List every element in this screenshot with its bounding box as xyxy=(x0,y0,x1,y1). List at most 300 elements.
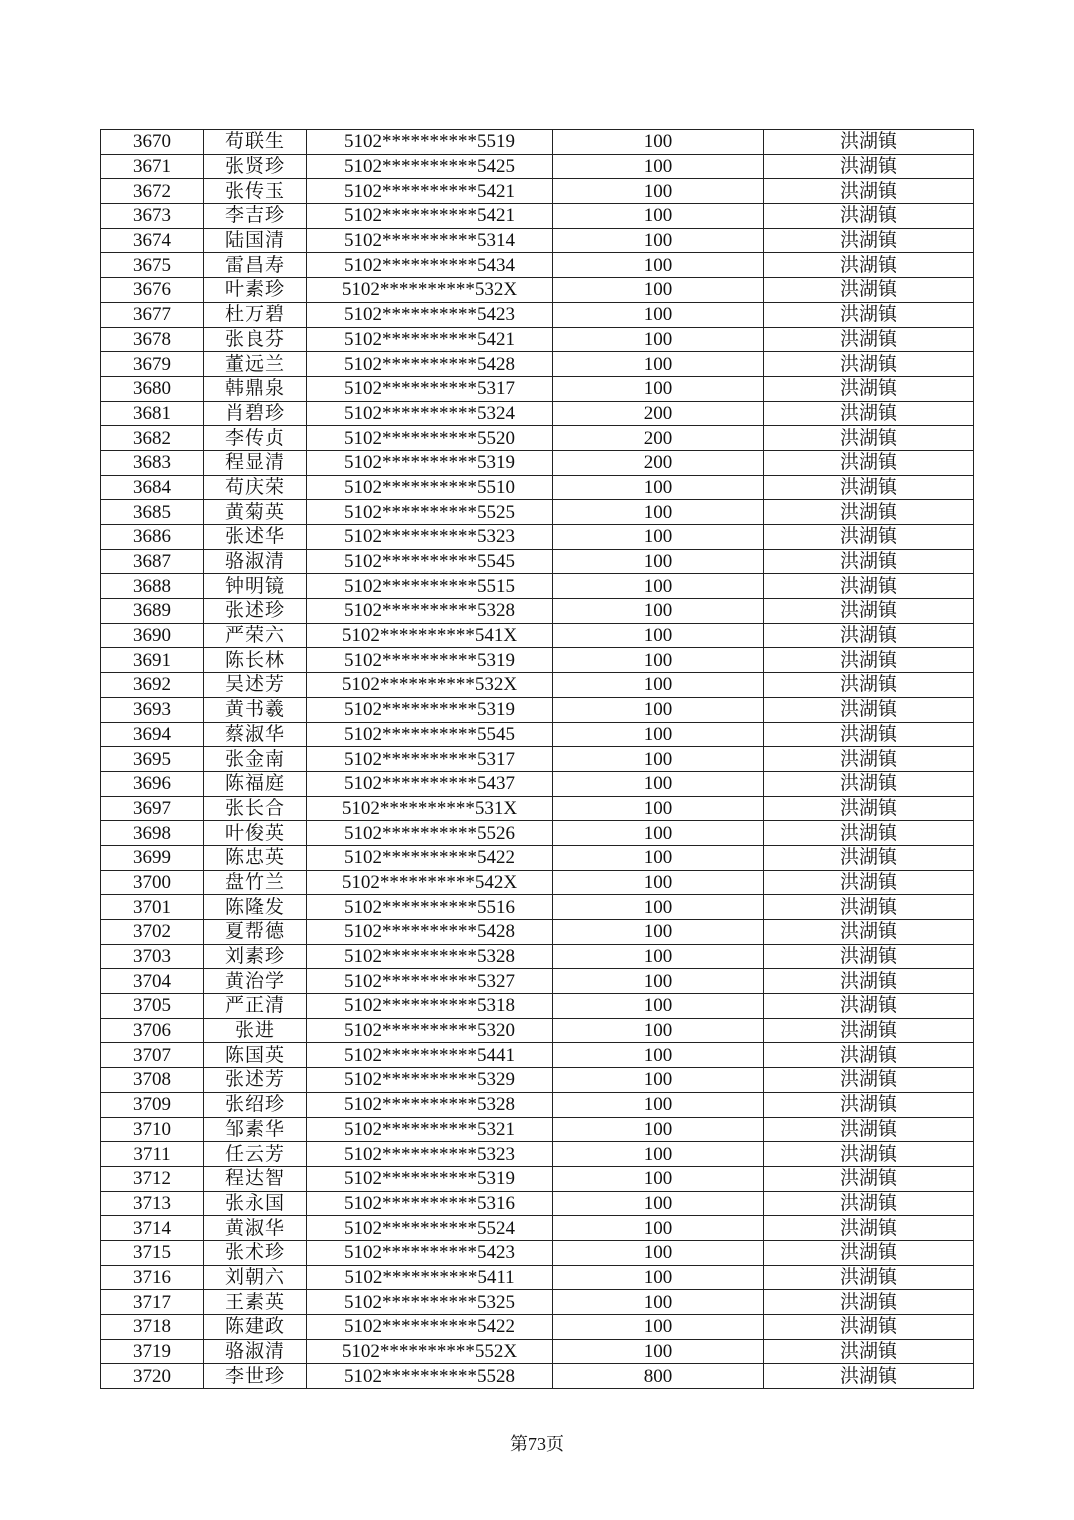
name-cell: 张绍珍 xyxy=(204,1092,307,1117)
serial-number-cell: 3679 xyxy=(101,352,204,377)
amount-cell: 100 xyxy=(553,599,764,624)
amount-cell: 100 xyxy=(553,1068,764,1093)
table-row xyxy=(101,821,974,846)
table-row xyxy=(101,1265,974,1290)
name-cell: 刘素珍 xyxy=(204,944,307,969)
serial-number-cell: 3698 xyxy=(101,821,204,846)
town-cell: 洪湖镇 xyxy=(764,204,974,229)
id-number-cell: 5102**********5325 xyxy=(307,1290,553,1315)
table-row xyxy=(101,352,974,377)
table-body xyxy=(101,130,974,1389)
town-cell: 洪湖镇 xyxy=(764,1018,974,1043)
serial-number-cell: 3678 xyxy=(101,327,204,352)
id-number-cell: 5102**********5421 xyxy=(307,204,553,229)
amount-cell: 100 xyxy=(553,1166,764,1191)
name-cell: 陆国清 xyxy=(204,228,307,253)
id-number-cell: 5102**********5323 xyxy=(307,1142,553,1167)
amount-cell: 100 xyxy=(553,1290,764,1315)
name-cell: 钟明镜 xyxy=(204,574,307,599)
name-cell: 陈长林 xyxy=(204,648,307,673)
name-cell: 骆淑清 xyxy=(204,1339,307,1364)
amount-cell: 100 xyxy=(553,1142,764,1167)
serial-number-cell: 3701 xyxy=(101,895,204,920)
serial-number-cell: 3694 xyxy=(101,722,204,747)
amount-cell: 100 xyxy=(553,179,764,204)
town-cell: 洪湖镇 xyxy=(764,278,974,303)
serial-number-cell: 3720 xyxy=(101,1364,204,1389)
id-number-cell: 5102**********5319 xyxy=(307,697,553,722)
id-number-cell: 5102**********5516 xyxy=(307,895,553,920)
table-row xyxy=(101,376,974,401)
table-row xyxy=(101,1092,974,1117)
town-cell: 洪湖镇 xyxy=(764,994,974,1019)
town-cell: 洪湖镇 xyxy=(764,1142,974,1167)
table-row xyxy=(101,525,974,550)
table-row xyxy=(101,500,974,525)
table-row xyxy=(101,969,974,994)
name-cell: 张长合 xyxy=(204,796,307,821)
serial-number-cell: 3682 xyxy=(101,426,204,451)
id-number-cell: 5102**********5317 xyxy=(307,376,553,401)
table-row xyxy=(101,154,974,179)
name-cell: 陈忠英 xyxy=(204,845,307,870)
serial-number-cell: 3690 xyxy=(101,623,204,648)
id-number-cell: 5102**********552X xyxy=(307,1339,553,1364)
serial-number-cell: 3696 xyxy=(101,771,204,796)
name-cell: 刘朝六 xyxy=(204,1265,307,1290)
name-cell: 叶俊英 xyxy=(204,821,307,846)
serial-number-cell: 3716 xyxy=(101,1265,204,1290)
serial-number-cell: 3712 xyxy=(101,1166,204,1191)
id-number-cell: 5102**********5421 xyxy=(307,327,553,352)
name-cell: 黄治学 xyxy=(204,969,307,994)
serial-number-cell: 3689 xyxy=(101,599,204,624)
town-cell: 洪湖镇 xyxy=(764,130,974,155)
town-cell: 洪湖镇 xyxy=(764,920,974,945)
amount-cell: 100 xyxy=(553,722,764,747)
serial-number-cell: 3674 xyxy=(101,228,204,253)
table-row xyxy=(101,623,974,648)
id-number-cell: 5102**********5528 xyxy=(307,1364,553,1389)
town-cell: 洪湖镇 xyxy=(764,895,974,920)
serial-number-cell: 3704 xyxy=(101,969,204,994)
id-number-cell: 5102**********5434 xyxy=(307,253,553,278)
table-row xyxy=(101,994,974,1019)
amount-cell: 100 xyxy=(553,228,764,253)
id-number-cell: 5102**********5545 xyxy=(307,722,553,747)
serial-number-cell: 3705 xyxy=(101,994,204,1019)
id-number-cell: 5102**********5320 xyxy=(307,1018,553,1043)
name-cell: 严荣六 xyxy=(204,623,307,648)
page-number: 第73页 xyxy=(510,1434,564,1454)
serial-number-cell: 3715 xyxy=(101,1240,204,1265)
name-cell: 张进 xyxy=(204,1018,307,1043)
serial-number-cell: 3710 xyxy=(101,1117,204,1142)
serial-number-cell: 3700 xyxy=(101,870,204,895)
table-row xyxy=(101,895,974,920)
name-cell: 张良芬 xyxy=(204,327,307,352)
id-number-cell: 5102**********532X xyxy=(307,673,553,698)
town-cell: 洪湖镇 xyxy=(764,1068,974,1093)
name-cell: 杜万碧 xyxy=(204,302,307,327)
name-cell: 陈福庭 xyxy=(204,771,307,796)
town-cell: 洪湖镇 xyxy=(764,253,974,278)
town-cell: 洪湖镇 xyxy=(764,1339,974,1364)
town-cell: 洪湖镇 xyxy=(764,747,974,772)
id-number-cell: 5102**********5314 xyxy=(307,228,553,253)
id-number-cell: 5102**********5411 xyxy=(307,1265,553,1290)
id-number-cell: 5102**********5421 xyxy=(307,179,553,204)
town-cell: 洪湖镇 xyxy=(764,352,974,377)
amount-cell: 100 xyxy=(553,944,764,969)
id-number-cell: 5102**********5422 xyxy=(307,1315,553,1340)
serial-number-cell: 3677 xyxy=(101,302,204,327)
amount-cell: 100 xyxy=(553,376,764,401)
table-row xyxy=(101,599,974,624)
table-row xyxy=(101,1290,974,1315)
id-number-cell: 5102**********5319 xyxy=(307,450,553,475)
id-number-cell: 5102**********5423 xyxy=(307,1240,553,1265)
town-cell: 洪湖镇 xyxy=(764,376,974,401)
serial-number-cell: 3703 xyxy=(101,944,204,969)
serial-number-cell: 3675 xyxy=(101,253,204,278)
name-cell: 李传贞 xyxy=(204,426,307,451)
town-cell: 洪湖镇 xyxy=(764,450,974,475)
table-row xyxy=(101,796,974,821)
amount-cell: 100 xyxy=(553,204,764,229)
name-cell: 任云芳 xyxy=(204,1142,307,1167)
table-row xyxy=(101,1216,974,1241)
name-cell: 盘竹兰 xyxy=(204,870,307,895)
name-cell: 苟联生 xyxy=(204,130,307,155)
serial-number-cell: 3685 xyxy=(101,500,204,525)
town-cell: 洪湖镇 xyxy=(764,549,974,574)
amount-cell: 100 xyxy=(553,623,764,648)
table-row xyxy=(101,845,974,870)
serial-number-cell: 3718 xyxy=(101,1315,204,1340)
table-row xyxy=(101,475,974,500)
id-number-cell: 5102**********5328 xyxy=(307,599,553,624)
name-cell: 骆淑清 xyxy=(204,549,307,574)
town-cell: 洪湖镇 xyxy=(764,1265,974,1290)
serial-number-cell: 3702 xyxy=(101,920,204,945)
id-number-cell: 5102**********5328 xyxy=(307,1092,553,1117)
serial-number-cell: 3719 xyxy=(101,1339,204,1364)
id-number-cell: 5102**********541X xyxy=(307,623,553,648)
id-number-cell: 5102**********5317 xyxy=(307,747,553,772)
town-cell: 洪湖镇 xyxy=(764,228,974,253)
amount-cell: 100 xyxy=(553,994,764,1019)
name-cell: 程达智 xyxy=(204,1166,307,1191)
id-number-cell: 5102**********5510 xyxy=(307,475,553,500)
id-number-cell: 5102**********5428 xyxy=(307,352,553,377)
id-number-cell: 5102**********531X xyxy=(307,796,553,821)
serial-number-cell: 3686 xyxy=(101,525,204,550)
serial-number-cell: 3693 xyxy=(101,697,204,722)
id-number-cell: 5102**********5318 xyxy=(307,994,553,1019)
id-number-cell: 5102**********5316 xyxy=(307,1191,553,1216)
amount-cell: 100 xyxy=(553,525,764,550)
table-row xyxy=(101,697,974,722)
town-cell: 洪湖镇 xyxy=(764,1043,974,1068)
serial-number-cell: 3692 xyxy=(101,673,204,698)
amount-cell: 100 xyxy=(553,574,764,599)
name-cell: 张金南 xyxy=(204,747,307,772)
town-cell: 洪湖镇 xyxy=(764,1290,974,1315)
town-cell: 洪湖镇 xyxy=(764,1240,974,1265)
id-number-cell: 5102**********5526 xyxy=(307,821,553,846)
id-number-cell: 5102**********5545 xyxy=(307,549,553,574)
amount-cell: 100 xyxy=(553,1191,764,1216)
id-number-cell: 5102**********5327 xyxy=(307,969,553,994)
amount-cell: 100 xyxy=(553,302,764,327)
table-row xyxy=(101,204,974,229)
amount-cell: 100 xyxy=(553,895,764,920)
id-number-cell: 5102**********5423 xyxy=(307,302,553,327)
name-cell: 叶素珍 xyxy=(204,278,307,303)
serial-number-cell: 3699 xyxy=(101,845,204,870)
table-row xyxy=(101,1364,974,1389)
table-row xyxy=(101,450,974,475)
name-cell: 夏帮德 xyxy=(204,920,307,945)
serial-number-cell: 3683 xyxy=(101,450,204,475)
amount-cell: 100 xyxy=(553,697,764,722)
id-number-cell: 5102**********5437 xyxy=(307,771,553,796)
table-row xyxy=(101,1166,974,1191)
name-cell: 程显清 xyxy=(204,450,307,475)
id-number-cell: 5102**********5428 xyxy=(307,920,553,945)
table-row xyxy=(101,1043,974,1068)
table-row xyxy=(101,1315,974,1340)
town-cell: 洪湖镇 xyxy=(764,944,974,969)
amount-cell: 100 xyxy=(553,673,764,698)
table-row xyxy=(101,1018,974,1043)
town-cell: 洪湖镇 xyxy=(764,870,974,895)
amount-cell: 100 xyxy=(553,253,764,278)
table-row xyxy=(101,1339,974,1364)
id-number-cell: 5102**********5321 xyxy=(307,1117,553,1142)
name-cell: 李世珍 xyxy=(204,1364,307,1389)
name-cell: 李吉珍 xyxy=(204,204,307,229)
table-row xyxy=(101,278,974,303)
table-row xyxy=(101,673,974,698)
town-cell: 洪湖镇 xyxy=(764,1315,974,1340)
table-row xyxy=(101,302,974,327)
town-cell: 洪湖镇 xyxy=(764,327,974,352)
serial-number-cell: 3717 xyxy=(101,1290,204,1315)
amount-cell: 100 xyxy=(553,549,764,574)
amount-cell: 100 xyxy=(553,920,764,945)
serial-number-cell: 3676 xyxy=(101,278,204,303)
amount-cell: 100 xyxy=(553,821,764,846)
town-cell: 洪湖镇 xyxy=(764,1092,974,1117)
id-number-cell: 5102**********5425 xyxy=(307,154,553,179)
table-row xyxy=(101,179,974,204)
id-number-cell: 5102**********5519 xyxy=(307,130,553,155)
amount-cell: 100 xyxy=(553,969,764,994)
amount-cell: 100 xyxy=(553,278,764,303)
name-cell: 张贤珍 xyxy=(204,154,307,179)
town-cell: 洪湖镇 xyxy=(764,599,974,624)
amount-cell: 100 xyxy=(553,747,764,772)
id-number-cell: 5102**********5422 xyxy=(307,845,553,870)
table-row xyxy=(101,1191,974,1216)
amount-cell: 100 xyxy=(553,796,764,821)
name-cell: 严正清 xyxy=(204,994,307,1019)
amount-cell: 100 xyxy=(553,1315,764,1340)
id-number-cell: 5102**********5525 xyxy=(307,500,553,525)
amount-cell: 100 xyxy=(553,845,764,870)
name-cell: 苟庆荣 xyxy=(204,475,307,500)
amount-cell: 100 xyxy=(553,1018,764,1043)
name-cell: 吴述芳 xyxy=(204,673,307,698)
amount-cell: 100 xyxy=(553,648,764,673)
serial-number-cell: 3697 xyxy=(101,796,204,821)
id-number-cell: 5102**********5324 xyxy=(307,401,553,426)
town-cell: 洪湖镇 xyxy=(764,302,974,327)
town-cell: 洪湖镇 xyxy=(764,475,974,500)
town-cell: 洪湖镇 xyxy=(764,796,974,821)
town-cell: 洪湖镇 xyxy=(764,821,974,846)
amount-cell: 100 xyxy=(553,327,764,352)
amount-cell: 100 xyxy=(553,1265,764,1290)
town-cell: 洪湖镇 xyxy=(764,648,974,673)
data-table xyxy=(100,129,974,1389)
name-cell: 陈隆发 xyxy=(204,895,307,920)
amount-cell: 100 xyxy=(553,352,764,377)
serial-number-cell: 3688 xyxy=(101,574,204,599)
table-row xyxy=(101,426,974,451)
amount-cell: 100 xyxy=(553,475,764,500)
amount-cell: 100 xyxy=(553,130,764,155)
name-cell: 蔡淑华 xyxy=(204,722,307,747)
serial-number-cell: 3711 xyxy=(101,1142,204,1167)
name-cell: 张述芳 xyxy=(204,1068,307,1093)
town-cell: 洪湖镇 xyxy=(764,525,974,550)
name-cell: 黄菊英 xyxy=(204,500,307,525)
town-cell: 洪湖镇 xyxy=(764,845,974,870)
table-row xyxy=(101,1068,974,1093)
name-cell: 张传玉 xyxy=(204,179,307,204)
name-cell: 韩鼎泉 xyxy=(204,376,307,401)
town-cell: 洪湖镇 xyxy=(764,623,974,648)
amount-cell: 100 xyxy=(553,154,764,179)
id-number-cell: 5102**********5520 xyxy=(307,426,553,451)
town-cell: 洪湖镇 xyxy=(764,179,974,204)
table-row xyxy=(101,1240,974,1265)
serial-number-cell: 3673 xyxy=(101,204,204,229)
amount-cell: 200 xyxy=(553,450,764,475)
id-number-cell: 5102**********5323 xyxy=(307,525,553,550)
serial-number-cell: 3680 xyxy=(101,376,204,401)
table-row xyxy=(101,747,974,772)
town-cell: 洪湖镇 xyxy=(764,154,974,179)
table-row xyxy=(101,549,974,574)
table-row xyxy=(101,574,974,599)
name-cell: 邹素华 xyxy=(204,1117,307,1142)
serial-number-cell: 3709 xyxy=(101,1092,204,1117)
amount-cell: 200 xyxy=(553,426,764,451)
serial-number-cell: 3708 xyxy=(101,1068,204,1093)
table-row xyxy=(101,401,974,426)
serial-number-cell: 3695 xyxy=(101,747,204,772)
name-cell: 董远兰 xyxy=(204,352,307,377)
amount-cell: 100 xyxy=(553,1117,764,1142)
name-cell: 张述珍 xyxy=(204,599,307,624)
amount-cell: 100 xyxy=(553,500,764,525)
table-row xyxy=(101,327,974,352)
town-cell: 洪湖镇 xyxy=(764,1166,974,1191)
name-cell: 张永国 xyxy=(204,1191,307,1216)
table-row xyxy=(101,771,974,796)
town-cell: 洪湖镇 xyxy=(764,500,974,525)
town-cell: 洪湖镇 xyxy=(764,1191,974,1216)
town-cell: 洪湖镇 xyxy=(764,1117,974,1142)
serial-number-cell: 3670 xyxy=(101,130,204,155)
town-cell: 洪湖镇 xyxy=(764,1216,974,1241)
table-row xyxy=(101,648,974,673)
id-number-cell: 5102**********5319 xyxy=(307,648,553,673)
table-row xyxy=(101,870,974,895)
town-cell: 洪湖镇 xyxy=(764,1364,974,1389)
town-cell: 洪湖镇 xyxy=(764,426,974,451)
serial-number-cell: 3713 xyxy=(101,1191,204,1216)
serial-number-cell: 3671 xyxy=(101,154,204,179)
table-row xyxy=(101,1117,974,1142)
serial-number-cell: 3684 xyxy=(101,475,204,500)
name-cell: 黄淑华 xyxy=(204,1216,307,1241)
id-number-cell: 5102**********5524 xyxy=(307,1216,553,1241)
town-cell: 洪湖镇 xyxy=(764,969,974,994)
town-cell: 洪湖镇 xyxy=(764,771,974,796)
name-cell: 陈建政 xyxy=(204,1315,307,1340)
table-row xyxy=(101,130,974,155)
town-cell: 洪湖镇 xyxy=(764,401,974,426)
serial-number-cell: 3706 xyxy=(101,1018,204,1043)
name-cell: 雷昌寿 xyxy=(204,253,307,278)
serial-number-cell: 3714 xyxy=(101,1216,204,1241)
name-cell: 张述华 xyxy=(204,525,307,550)
amount-cell: 800 xyxy=(553,1364,764,1389)
serial-number-cell: 3681 xyxy=(101,401,204,426)
serial-number-cell: 3707 xyxy=(101,1043,204,1068)
id-number-cell: 5102**********5515 xyxy=(307,574,553,599)
amount-cell: 100 xyxy=(553,1092,764,1117)
amount-cell: 100 xyxy=(553,1240,764,1265)
town-cell: 洪湖镇 xyxy=(764,673,974,698)
amount-cell: 100 xyxy=(553,771,764,796)
serial-number-cell: 3691 xyxy=(101,648,204,673)
serial-number-cell: 3687 xyxy=(101,549,204,574)
town-cell: 洪湖镇 xyxy=(764,722,974,747)
id-number-cell: 5102**********532X xyxy=(307,278,553,303)
amount-cell: 200 xyxy=(553,401,764,426)
amount-cell: 100 xyxy=(553,1043,764,1068)
id-number-cell: 5102**********5441 xyxy=(307,1043,553,1068)
id-number-cell: 5102**********5319 xyxy=(307,1166,553,1191)
name-cell: 王素英 xyxy=(204,1290,307,1315)
serial-number-cell: 3672 xyxy=(101,179,204,204)
town-cell: 洪湖镇 xyxy=(764,697,974,722)
amount-cell: 100 xyxy=(553,1339,764,1364)
town-cell: 洪湖镇 xyxy=(764,574,974,599)
table-row xyxy=(101,944,974,969)
id-number-cell: 5102**********5328 xyxy=(307,944,553,969)
amount-cell: 100 xyxy=(553,1216,764,1241)
id-number-cell: 5102**********5329 xyxy=(307,1068,553,1093)
table-row xyxy=(101,253,974,278)
id-number-cell: 5102**********542X xyxy=(307,870,553,895)
